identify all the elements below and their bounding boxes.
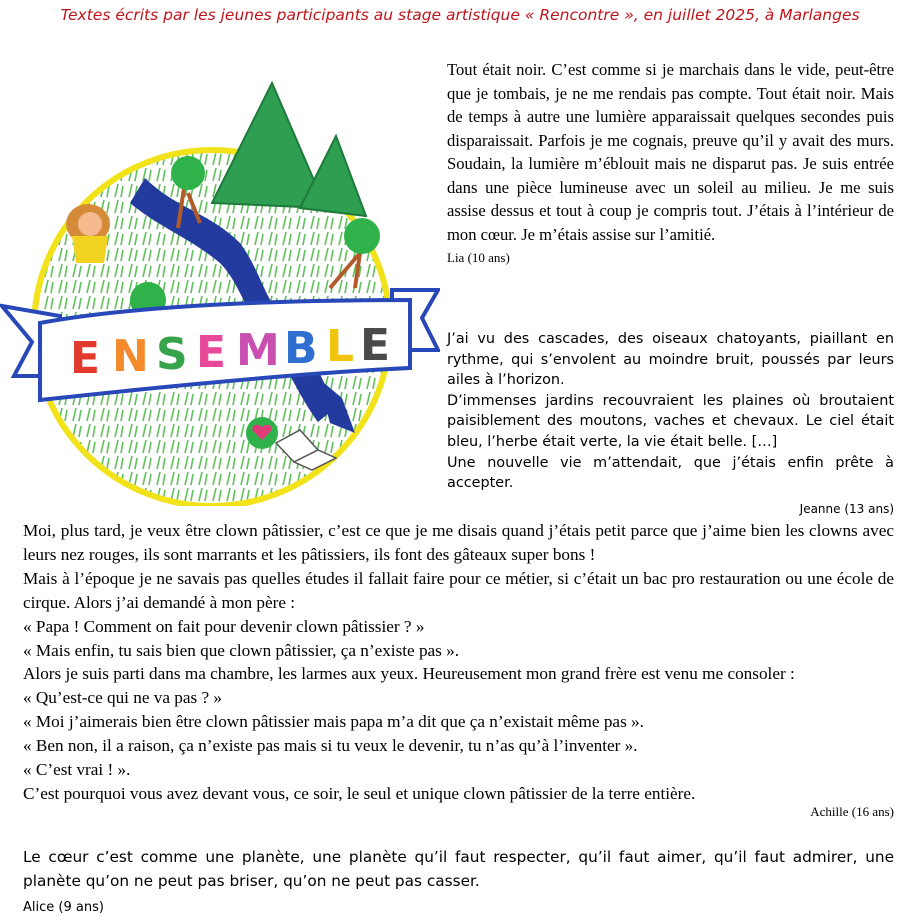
banner-letter: E <box>360 320 391 371</box>
author-alice: Alice (9 ans) <box>23 900 104 915</box>
banner-letter: S <box>156 329 188 380</box>
text-achille-line: « Qu’est-ce qui ne va pas ? » <box>23 688 223 708</box>
author-lia: Lia (10 ans) <box>447 250 510 265</box>
banner-letter: B <box>284 323 318 374</box>
text-achille-line: « Papa ! Comment on fait pour devenir clown pâtissier ? » <box>23 616 425 636</box>
text-achille-line: C’est pourquoi vous avez devant vous, ce soir, le seul et unique clown pâtissier de la terre entière. <box>23 783 696 803</box>
page-header: Textes écrits par les jeunes participants au stage artistique « Rencontre », en juillet 2025, à Marlanges <box>60 6 860 24</box>
text-jeanne-line: D’immenses jardins recouvraient les plaines où broutaient paisiblement des moutons, vaches et chevaux. Le ciel était bleu, l’herbe était verte, la vie était belle. […] <box>447 392 894 450</box>
text-achille-line: « Ben non, il a raison, ça n’existe pas mais si tu veux le devenir, tu n’as qu’à l’inventer ». <box>23 736 638 756</box>
banner-letter: E <box>70 333 101 384</box>
text-alice <box>23 846 894 917</box>
author-jeanne: Jeanne (13 ans) <box>799 501 894 516</box>
text-lia <box>447 58 894 267</box>
text-jeanne <box>447 329 894 518</box>
banner-letter: M <box>236 325 280 376</box>
banner-letter: N <box>112 331 149 382</box>
author-achille: Achille (16 ans) <box>810 803 894 819</box>
text-achille-line: Mais à l’époque je ne savais pas quelles études il fallait faire pour ce métier, si c’était un bac pro restauration ou une école de cirque. Alors j’ai demandé à mon père : <box>23 568 894 612</box>
text-achille-line: Moi, plus tard, je veux être clown pâtissier, c’est ce que je me disais quand j’étais petit parce que j’aime bien les clowns avec leurs nez rouges, ils sont marrants et les pâtissiers, ils font des gâteaux super bons ! <box>23 521 894 564</box>
text-jeanne-line: Une nouvelle vie m’attendait, que j’étais enfin prête à accepter. <box>447 454 894 492</box>
text-jeanne-line: J’ai vu des cascades, des oiseaux chatoyants, piaillant en rythme, qui s’envolent au moindre bruit, poussés par leurs ailes à l’horizon. <box>447 331 894 389</box>
text-achille-line: « Mais enfin, tu sais bien que clown pâtissier, ça n’existe pas ». <box>23 640 460 660</box>
banner-letter: E <box>196 327 227 378</box>
ensemble-drawing <box>0 38 440 506</box>
text-achille-line: Alors je suis parti dans ma chambre, les larmes aux yeux. Heureusement mon grand frère est venu me consoler : <box>23 664 795 684</box>
heart-icon <box>246 417 278 449</box>
text-achille-line: « C’est vrai ! ». <box>23 760 131 780</box>
text-alice-paragraph: Le cœur c’est comme une planète, une planète qu’il faut respecter, qu’il faut aimer, qu’il faut admirer, une planète qu’on ne peut pas briser, qu’on ne peut pas casser. <box>23 848 894 890</box>
text-achille <box>23 519 894 821</box>
text-lia-paragraph: Tout était noir. C’est comme si je marchais dans le vide, peut-être que je tombais, je ne me rendais pas compte. Tout était noir. Mais de temps à autre une lumière apparaissait quelques secondes puis disparaissait. Parfois je me cognais, preuve qu’il y avait des murs. Soudain, la lumière m’éblouit mais ne disparut pas. Je suis entrée dans une pièce lumineuse avec un soleil au milieu. Je me suis assise dessus et tout à coup je compris tout. J’étais à l’intérieur de mon cœur. Je m’étais assise sur l’amitié. <box>447 60 894 244</box>
banner-letter: L <box>326 321 355 372</box>
text-achille-line: « Moi j’aimerais bien être clown pâtissier mais papa m’a dit que ça n’existait même pas ». <box>23 712 644 732</box>
